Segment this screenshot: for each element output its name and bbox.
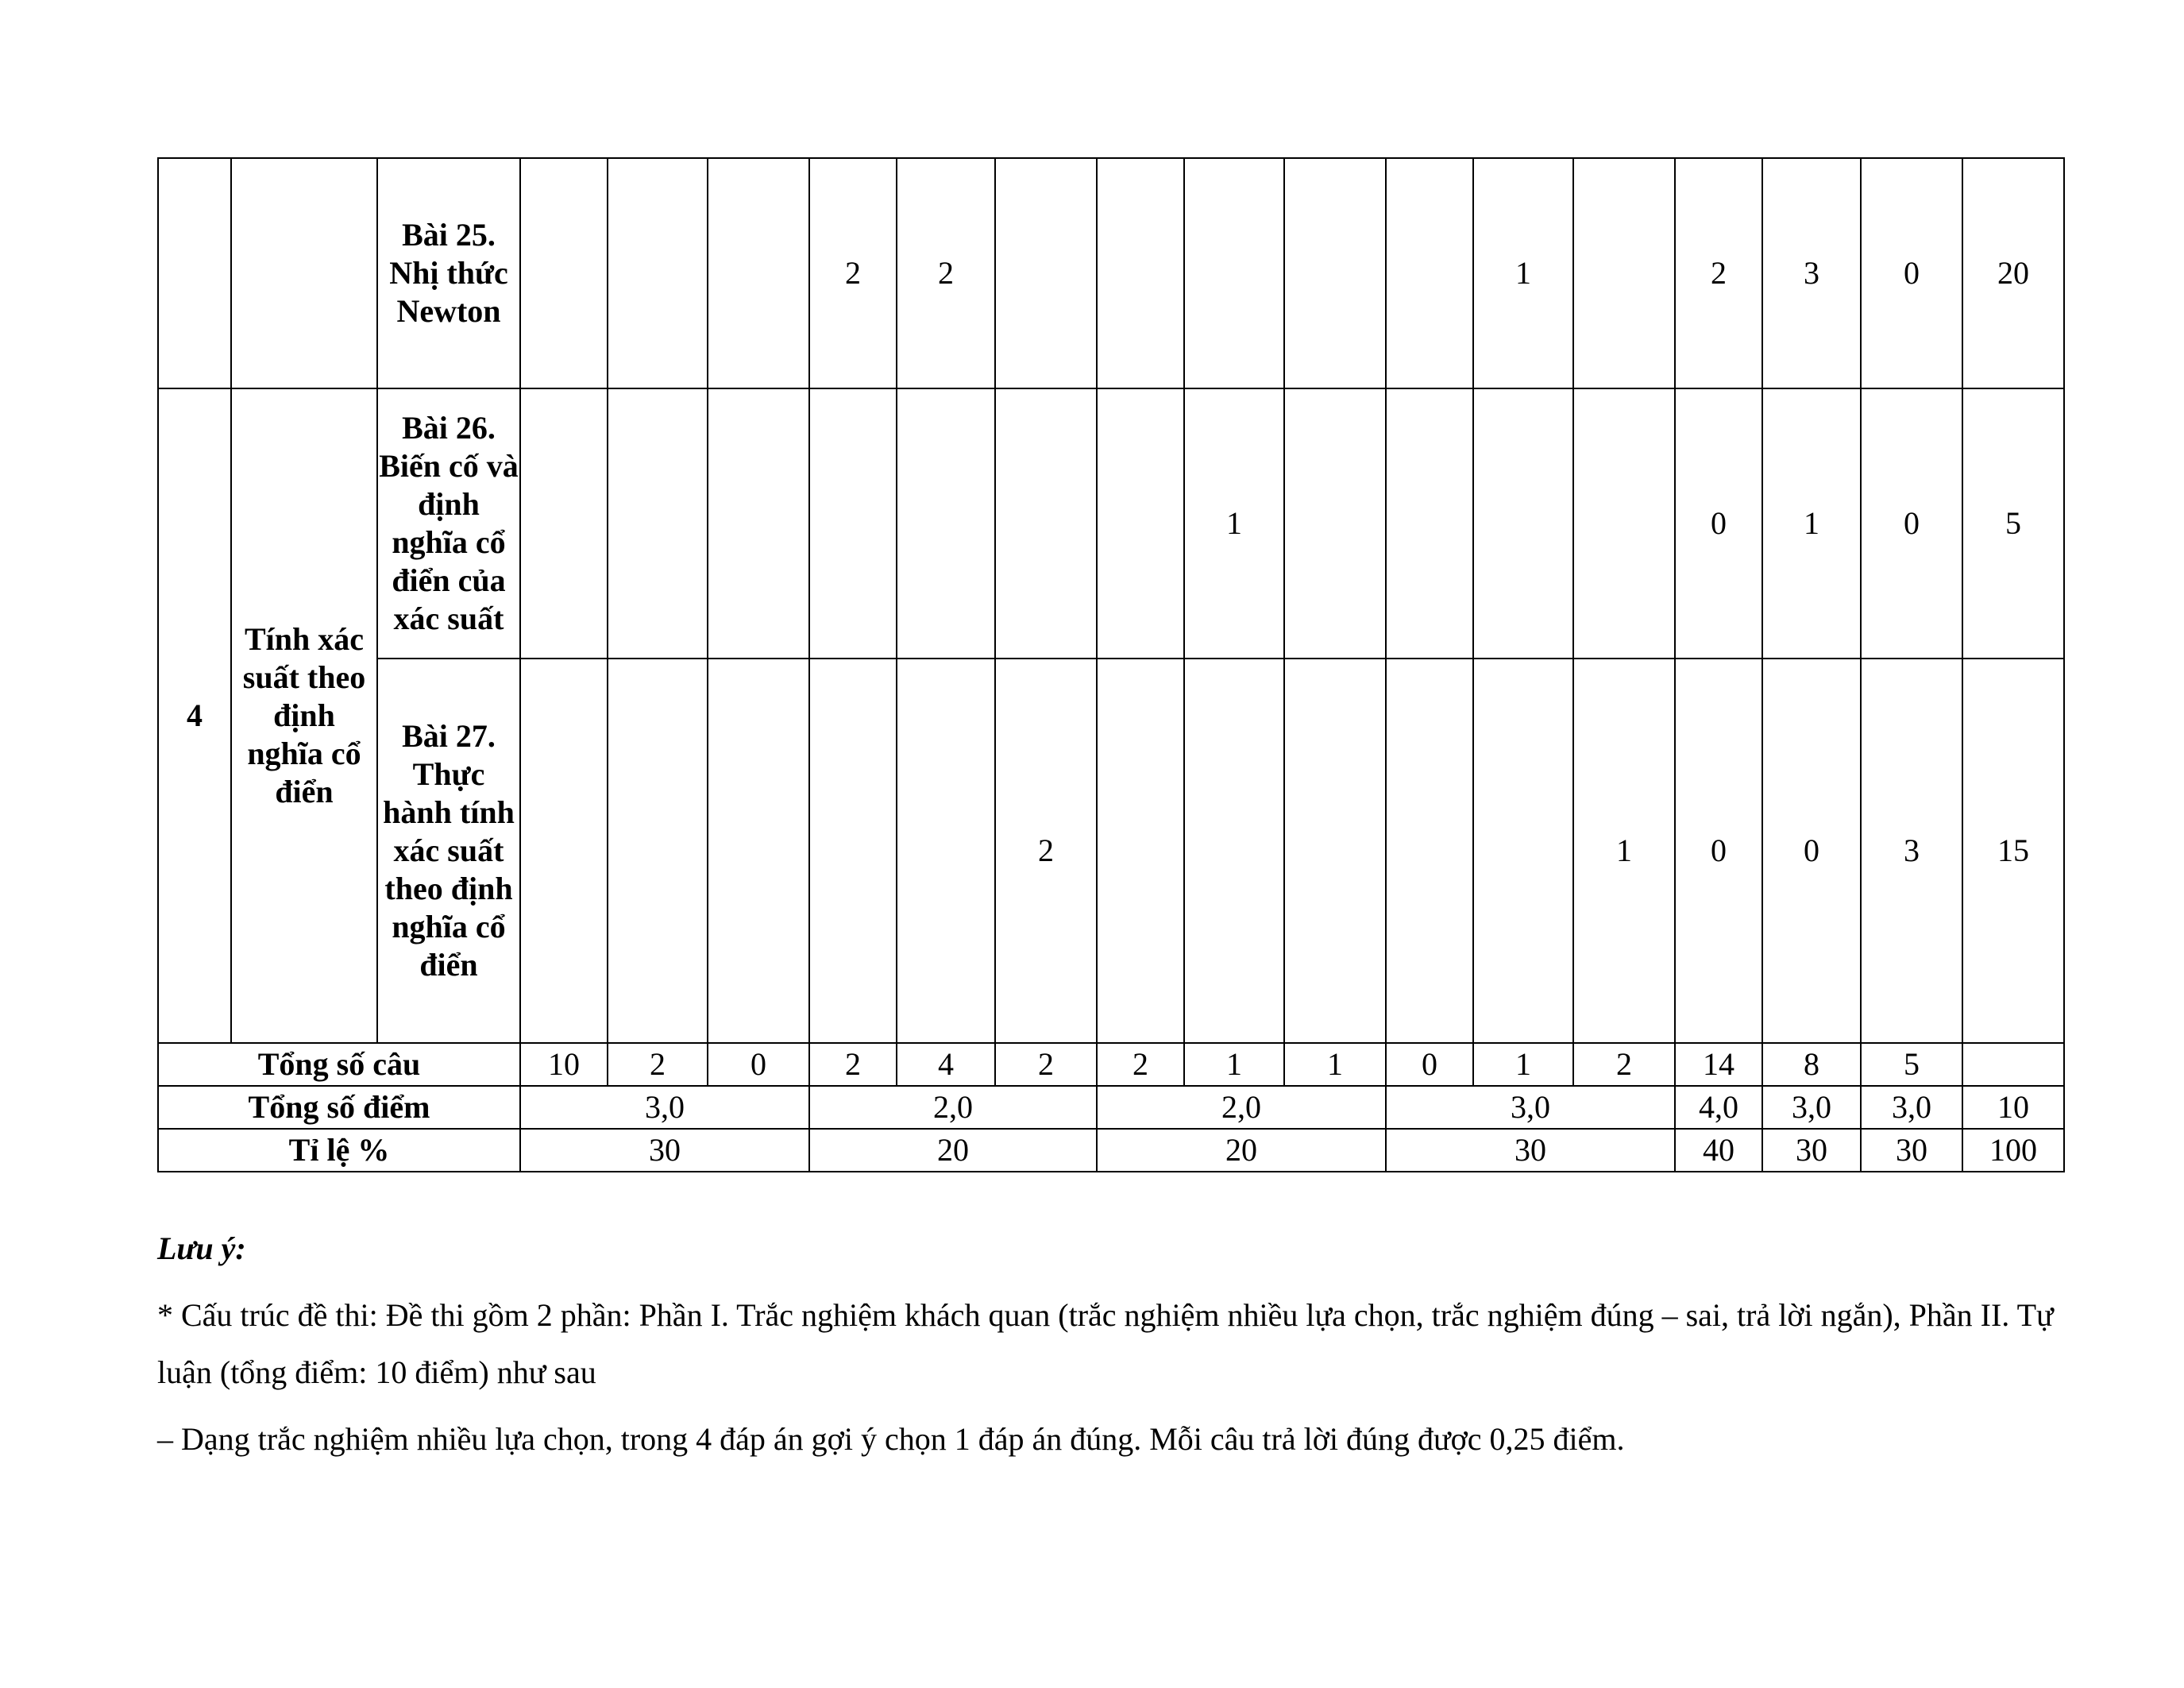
count-cell: 1 (1762, 388, 1861, 659)
exam-matrix-table (157, 157, 2065, 1172)
total-questions-cell: 4 (897, 1043, 995, 1086)
count-cell (1473, 659, 1573, 1043)
total-questions-cell: 2 (608, 1043, 708, 1086)
count-cell (1184, 659, 1284, 1043)
total-questions-cell: 2 (1573, 1043, 1675, 1086)
total-questions-cell: 0 (1386, 1043, 1473, 1086)
total-points-cell: 3,0 (1386, 1086, 1675, 1129)
count-cell (809, 388, 897, 659)
count-cell (1573, 158, 1675, 388)
total-questions-cell: 1 (1284, 1043, 1386, 1086)
ratio-row (158, 1129, 2064, 1172)
total-questions-cell: 14 (1675, 1043, 1762, 1086)
count-cell (1284, 659, 1386, 1043)
total-points-cell: 10 (1962, 1086, 2064, 1129)
count-cell: 0 (1861, 158, 1962, 388)
ratio-cell: 100 (1962, 1129, 2064, 1172)
count-cell: 3 (1762, 158, 1861, 388)
count-cell (995, 388, 1097, 659)
count-cell: 1 (1184, 388, 1284, 659)
total-points-cell: 3,0 (520, 1086, 809, 1129)
topic-number-cell (158, 158, 231, 388)
count-cell (1386, 659, 1473, 1043)
count-cell: 2 (1675, 158, 1762, 388)
count-cell (520, 158, 608, 388)
total-questions-row (158, 1043, 2064, 1086)
count-cell: 15 (1962, 659, 2064, 1043)
count-cell (520, 388, 608, 659)
count-cell (1284, 158, 1386, 388)
total-questions-cell: 2 (809, 1043, 897, 1086)
lesson-cell: Bài 27. Thực hành tính xác suất theo định nghĩa cổ điển (377, 659, 520, 1043)
count-cell (1097, 659, 1184, 1043)
total-points-cell: 2,0 (809, 1086, 1097, 1129)
ratio-cell: 30 (1386, 1129, 1675, 1172)
count-cell (1386, 388, 1473, 659)
total-points-row (158, 1086, 2064, 1129)
total-questions-cell: 8 (1762, 1043, 1861, 1086)
count-cell: 1 (1573, 659, 1675, 1043)
notes-multiple-choice-text: – Dạng trắc nghiệm nhiều lựa chọn, trong 4 đáp án gợi ý chọn 1 đáp án đúng. Mỗi câu trả lời đúng được 0,25 điểm. (157, 1421, 1625, 1457)
total-questions-cell: 10 (520, 1043, 608, 1086)
ratio-cell: 30 (520, 1129, 809, 1172)
count-cell: 1 (1473, 158, 1573, 388)
count-cell (1284, 388, 1386, 659)
count-cell (608, 659, 708, 1043)
total-questions-label: Tổng số câu (158, 1043, 520, 1086)
ratio-cell: 30 (1762, 1129, 1861, 1172)
total-questions-cell (1962, 1043, 2064, 1086)
lesson-row-27 (158, 659, 2064, 1043)
count-cell: 3 (1861, 659, 1962, 1043)
count-cell (608, 388, 708, 659)
count-cell (1473, 388, 1573, 659)
total-points-label: Tổng số điểm (158, 1086, 520, 1129)
count-cell (809, 659, 897, 1043)
total-questions-cell: 2 (995, 1043, 1097, 1086)
total-questions-cell: 0 (708, 1043, 809, 1086)
lesson-cell: Bài 25. Nhị thức Newton (377, 158, 520, 388)
notes-title: Lưu ý: (157, 1230, 246, 1266)
count-cell: 2 (897, 158, 995, 388)
count-cell (1184, 158, 1284, 388)
ratio-label-text: Tỉ lệ % (288, 1132, 390, 1168)
count-cell: 2 (995, 659, 1097, 1043)
count-cell: 20 (1962, 158, 2064, 388)
count-cell (708, 158, 809, 388)
total-questions-cell: 1 (1184, 1043, 1284, 1086)
count-cell (995, 158, 1097, 388)
count-cell (1573, 388, 1675, 659)
count-cell (1386, 158, 1473, 388)
ratio-label (158, 1129, 520, 1172)
count-cell: 0 (1861, 388, 1962, 659)
notes-section (157, 1230, 2065, 1458)
count-cell (520, 659, 608, 1043)
lesson-row-26 (158, 388, 2064, 659)
topic-name-cell: Tính xác suất theo định nghĩa cổ điển (231, 388, 377, 1043)
total-questions-cell: 2 (1097, 1043, 1184, 1086)
count-cell: 0 (1675, 659, 1762, 1043)
total-questions-cell: 5 (1861, 1043, 1962, 1086)
total-points-cell: 2,0 (1097, 1086, 1386, 1129)
topic-number-cell: 4 (158, 388, 231, 1043)
lesson-row-25 (158, 158, 2064, 388)
ratio-cell: 40 (1675, 1129, 1762, 1172)
total-points-cell: 4,0 (1675, 1086, 1762, 1129)
lesson-cell: Bài 26. Biến cố và định nghĩa cổ điển của xác suất (377, 388, 520, 659)
count-cell (1097, 158, 1184, 388)
count-cell (897, 659, 995, 1043)
ratio-cell: 20 (809, 1129, 1097, 1172)
topic-name-cell (231, 158, 377, 388)
count-cell: 5 (1962, 388, 2064, 659)
count-cell (608, 158, 708, 388)
count-cell (897, 388, 995, 659)
count-cell: 0 (1762, 659, 1861, 1043)
total-points-cell: 3,0 (1861, 1086, 1962, 1129)
total-questions-cell: 1 (1473, 1043, 1573, 1086)
count-cell: 2 (809, 158, 897, 388)
notes-structure-text: * Cấu trúc đề thi: Đề thi gồm 2 phần: Phần I. Trắc nghiệm khách quan (trắc nghiệm nhiều lựa chọn, trắc nghiệm đúng – sai, trả lời ngắn), Phần II. Tự luận (tổng điểm: 10 điểm) như sau (157, 1297, 2054, 1390)
count-cell (1097, 388, 1184, 659)
count-cell (708, 659, 809, 1043)
ratio-cell: 30 (1861, 1129, 1962, 1172)
count-cell (708, 388, 809, 659)
total-points-cell: 3,0 (1762, 1086, 1861, 1129)
count-cell: 0 (1675, 388, 1762, 659)
ratio-cell: 20 (1097, 1129, 1386, 1172)
